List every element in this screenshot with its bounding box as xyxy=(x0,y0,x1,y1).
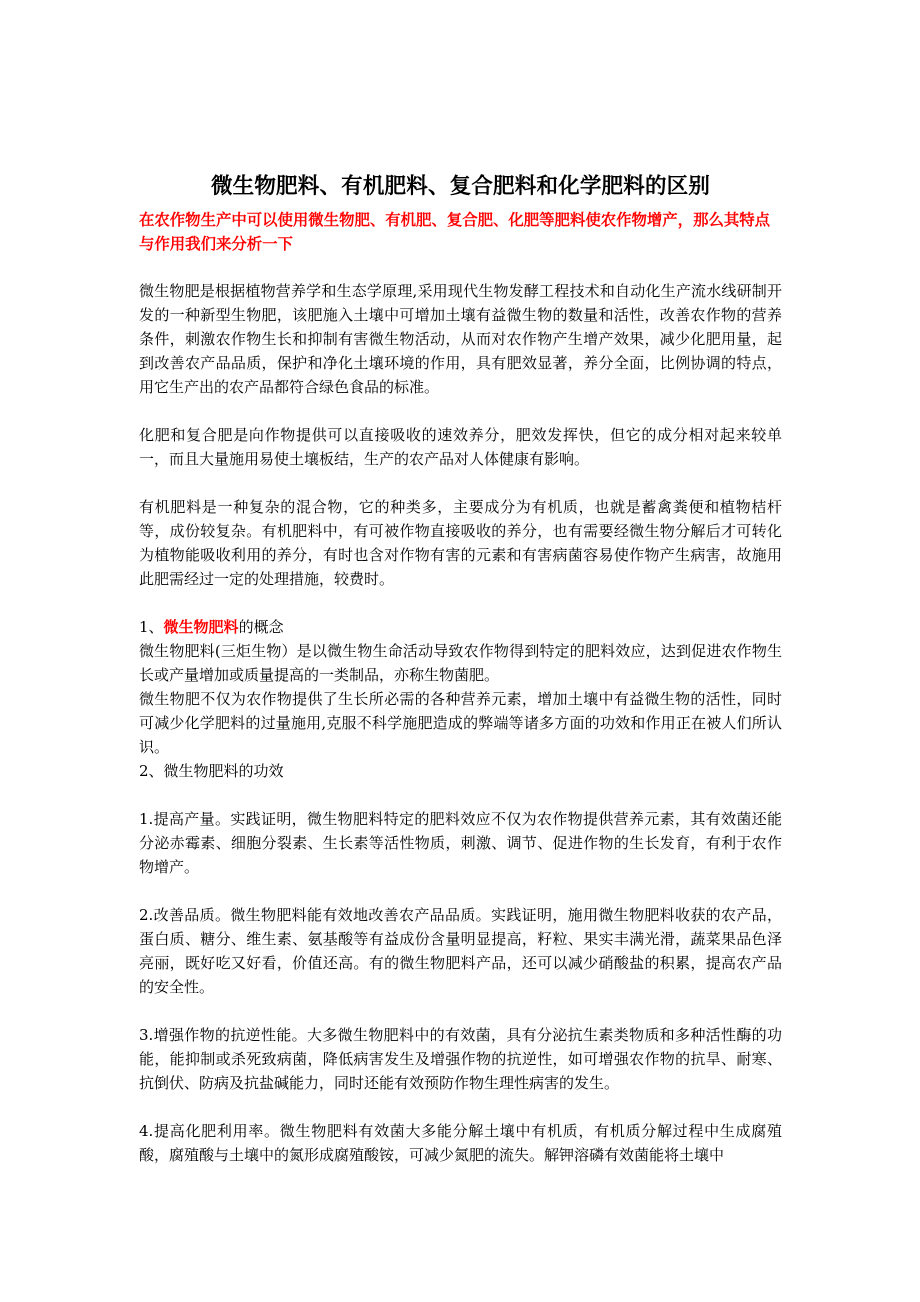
paragraph-organic-fertilizer: 有机肥料是一种复杂的混合物，它的种类多，主要成分为有机质，也就是蓄禽粪便和植物桔杆等，成份较复杂。有机肥料中，有可被作物直接吸收的养分，也有需要经微生物分解后才可转化为植物能吸收利用的养分，有时也含对作物有害的元素和有害病菌容易使作物产生病害，故施用此肥需经过一定的处理措施，较费时。 xyxy=(139,498,782,588)
intro-subtitle: 在农作物生产中可以使用微生物肥、有机肥、复合肥、化肥等肥料使农作物增产，那么其特点与作用我们来分析一下 xyxy=(139,211,771,253)
section-1-definition: 微生物肥料(三炬生物）是以微生物生命活动导致农作物得到特定的肥料效应，达到促进农作物生长或产量增加或质量提高的一类制品，亦称生物菌肥。 xyxy=(139,642,782,684)
paragraph-chemical-compound-fertilizer: 化肥和复合肥是向作物提供可以直接吸收的速效养分，肥效发挥快，但它的成分相对起来较单一，而且大量施用易使土壤板结，生产的农产品对人体健康有影响。 xyxy=(139,426,782,468)
effect-item-4: 4.提高化肥利用率。微生物肥料有效菌大多能分解土壤中有机质，有机质分解过程中生成腐殖酸，腐殖酸与土壤中的氮形成腐殖酸铵，可减少氮肥的流失。解钾溶磷有效菌能将土壤中 xyxy=(139,1122,782,1164)
section-1-heading xyxy=(139,615,782,639)
paragraph-microbial-fertilizer: 微生物肥是根据植物营养学和生态学原理,采用现代生物发酵工程技术和自动化生产流水线研制开发的一种新型生物肥，该肥施入土壤中可增加土壤有益微生物的数量和活性，改善农作物的营养条件，刺激农作物生长和抑制有害微生物活动，从而对农作物产生增产效果，减少化肥用量，起到改善农产品品质，保护和净化土壤环境的作用，具有肥效显著，养分全面，比例协调的特点，用它生产出的农产品都符合绿色食品的标准。 xyxy=(139,282,782,396)
effect-item-3: 3.增强作物的抗逆性能。大多微生物肥料中的有效菌，具有分泌抗生素类物质和多种活性酶的功能，能抑制或杀死致病菌，降低病害发生及增强作物的抗逆性，如可增强农作物的抗旱、耐寒、抗倒伏、防病及抗盐碱能力，同时还能有效预防作物生理性病害的发生。 xyxy=(139,1026,782,1092)
effect-item-1: 1.提高产量。实践证明，微生物肥料特定的肥料效应不仅为农作物提供营养元素，其有效菌还能分泌赤霉素、细胞分裂素、生长素等活性物质，刺激、调节、促进作物的生长发育，有利于农作物增产。 xyxy=(139,810,782,876)
document-page xyxy=(139,168,782,1191)
section-1-number: 1、 xyxy=(139,618,164,636)
section-1-benefits: 微生物肥不仅为农作物提供了生长所必需的各种营养元素，增加土壤中有益微生物的活性，同时可减少化学肥料的过量施用,克服不科学施肥造成的弊端等诸多方面的功效和作用正在被人们所认识。 xyxy=(139,690,782,756)
document-title: 微生物肥料、有机肥料、复合肥料和化学肥料的区别 xyxy=(210,174,711,199)
section-2-heading: 2、微生物肥料的功效 xyxy=(139,762,284,780)
section-1-heading-rest: 的概念 xyxy=(238,618,284,636)
spacer xyxy=(139,783,782,807)
effect-item-2: 2.改善品质。微生物肥料能有效地改善农产品品质。实践证明，施用微生物肥料收获的农产品，蛋白质、糖分、维生素、氨基酸等有益成份含量明显提高，籽粒、果实丰满光滑，蔬菜果品色泽亮丽，既好吃又好看，价值还高。有的微生物肥料产品，还可以减少硝酸盐的积累，提高农产品的安全性。 xyxy=(139,906,782,996)
section-1-highlight: 微生物肥料 xyxy=(163,618,239,636)
